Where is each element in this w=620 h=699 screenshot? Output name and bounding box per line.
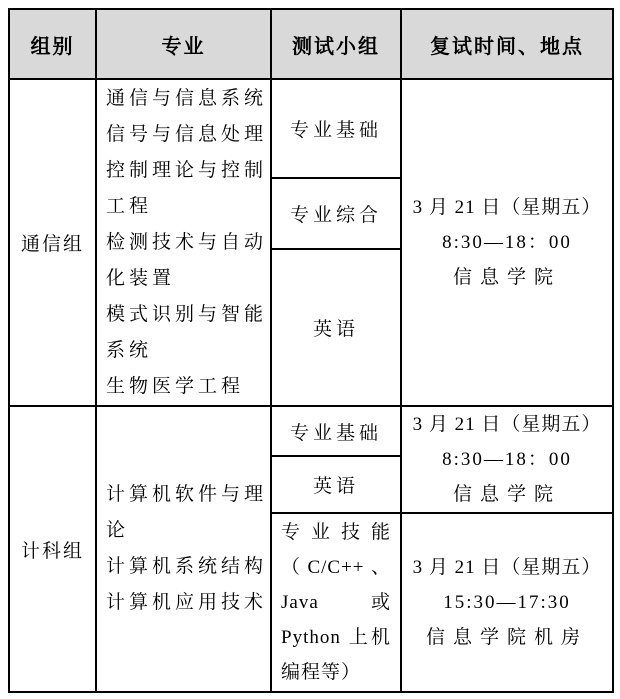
group1-test3-cell: 英语 xyxy=(271,249,401,406)
group2-majors-cell xyxy=(96,406,271,692)
schedule-date: 3 月 21 日（星期五） xyxy=(412,414,602,435)
group1-name-cell: 通信组 xyxy=(9,79,96,406)
major-line: 检测技术与自动化装置 xyxy=(106,231,268,289)
schedule-place: 信息学院 xyxy=(452,484,561,505)
major-line: 计算机应用技术 xyxy=(106,592,268,613)
major-line: 计算机软件与理论 xyxy=(106,484,268,541)
skill-test-line: 专业技能 xyxy=(281,522,391,543)
schedule-time: 8:30—18：00 xyxy=(442,449,572,470)
schedule-time: 15:30—17:30 xyxy=(443,592,571,613)
group2-schedule2-cell xyxy=(401,513,613,692)
skill-test-line: Java 或 xyxy=(281,592,391,613)
group1-schedule-cell xyxy=(401,79,613,406)
header-test-group: 测试小组 xyxy=(271,9,401,79)
header-row xyxy=(9,9,613,79)
table-row xyxy=(9,406,613,456)
group2-test2-cell: 英语 xyxy=(271,456,401,513)
schedule-date: 3 月 21 日（星期五） xyxy=(412,557,602,578)
schedule-place: 信息学院 xyxy=(452,267,561,288)
header-group: 组别 xyxy=(9,9,96,79)
major-line: 通信与信息系统 xyxy=(106,87,268,109)
skill-test-line: Python 上机 xyxy=(281,627,391,648)
major-line: 信号与信息处理 xyxy=(106,123,268,145)
group1-majors-cell xyxy=(96,79,271,406)
exam-schedule-table xyxy=(8,8,614,693)
schedule-time: 8:30—18：00 xyxy=(442,232,572,253)
group2-test1-cell: 专业基础 xyxy=(271,406,401,456)
schedule-date: 3 月 21 日（星期五） xyxy=(412,197,602,218)
major-line: 模式识别与智能系统 xyxy=(106,303,268,361)
group2-test3-cell xyxy=(271,513,401,692)
skill-test-line: 编程等） xyxy=(281,662,362,683)
major-line: 生物医学工程 xyxy=(106,375,245,397)
group2-schedule1-cell xyxy=(401,406,613,513)
group2-name-cell: 计科组 xyxy=(9,406,96,692)
major-line: 控制理论与控制工程 xyxy=(106,159,268,217)
major-line: 计算机系统结构 xyxy=(106,556,268,577)
header-major: 专业 xyxy=(96,9,271,79)
skill-test-line: （C/C++、 xyxy=(281,557,391,578)
table-row xyxy=(9,79,613,178)
group1-test2-cell: 专业综合 xyxy=(271,178,401,249)
header-time-place: 复试时间、地点 xyxy=(401,9,613,79)
group1-test1-cell: 专业基础 xyxy=(271,79,401,178)
schedule-place: 信息学院机房 xyxy=(425,627,588,648)
